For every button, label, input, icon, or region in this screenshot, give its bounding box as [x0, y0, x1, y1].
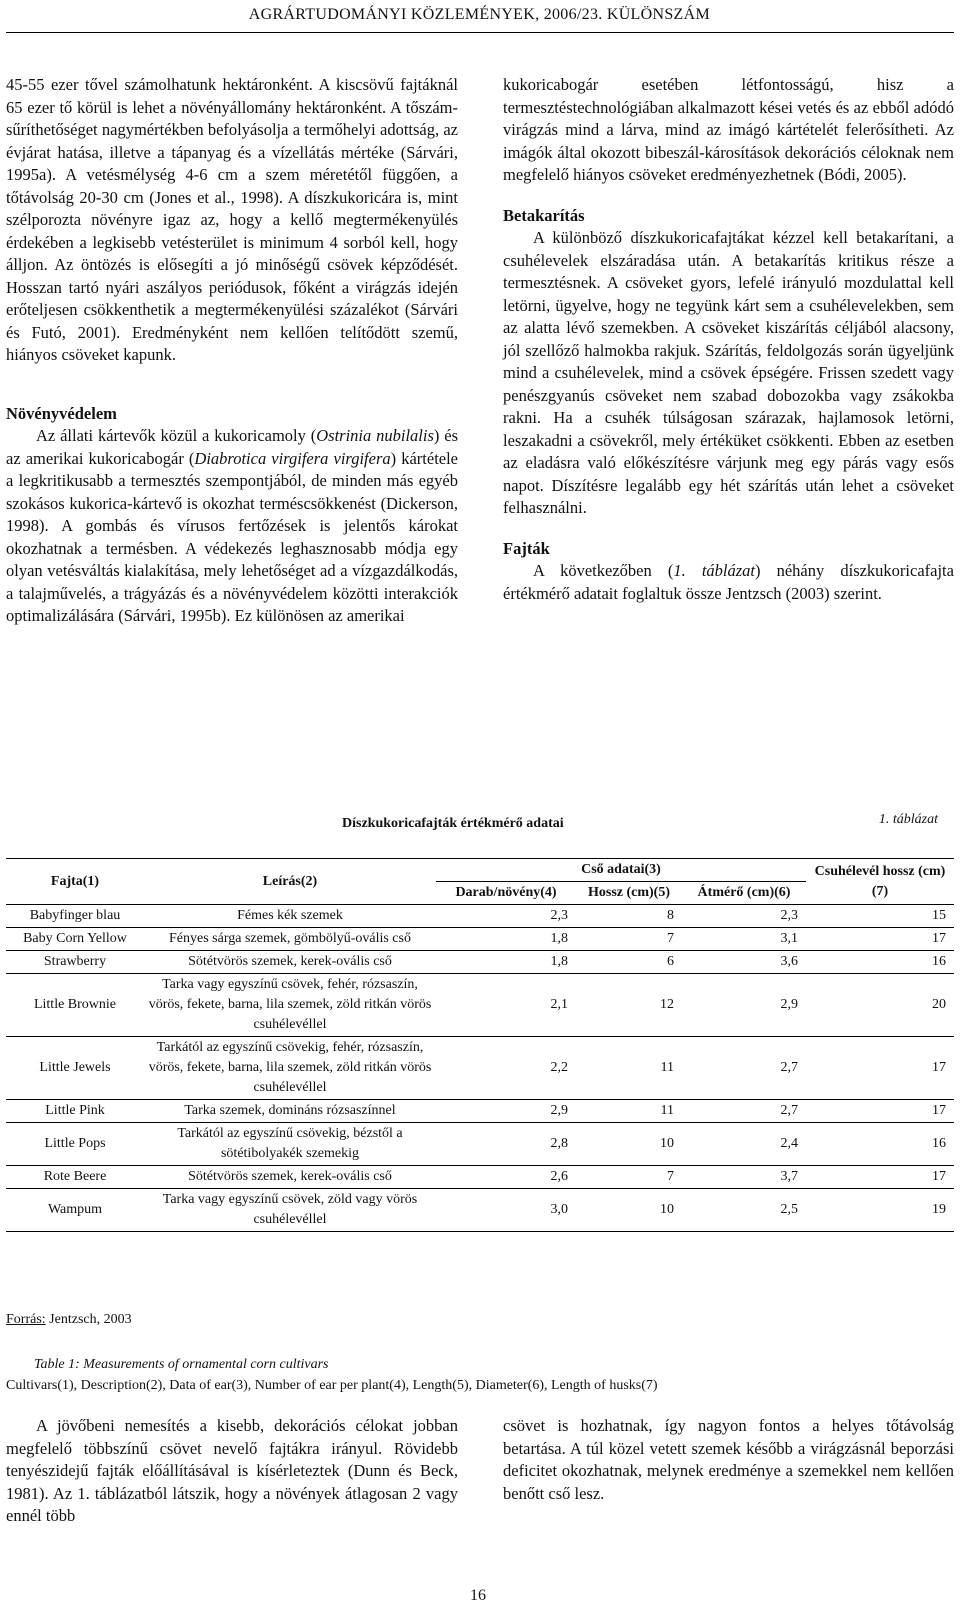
heading-varieties: Fajták — [503, 538, 550, 558]
td-length: 12 — [576, 974, 682, 1037]
td-diameter: 3,6 — [682, 951, 806, 974]
table-title: Díszkukoricafajták értékmérő adatai — [342, 816, 564, 831]
left-column — [6, 74, 458, 628]
td-husk: 17 — [806, 928, 954, 951]
table-row — [6, 1166, 954, 1189]
td-husk: 15 — [806, 905, 954, 928]
td-diameter: 3,7 — [682, 1166, 806, 1189]
td-ears: 2,1 — [436, 974, 576, 1037]
table-caption-english: Table 1: Measurements of ornamental corn cultivars — [34, 1357, 329, 1372]
source-label: Forrás: — [6, 1312, 46, 1327]
bottom-right-paragraph: csövet is hozhatnak, így nagyon fontos a helyes tőtávolság betartása. A túl közel vetett szemek később a virágzásnál beporzási deficitet okozhatnak, melynek eredménye a szemekkel nem kellően benőtt cső lesz. — [503, 1416, 954, 1503]
th-length: Hossz (cm)(5) — [576, 882, 682, 905]
td-diameter: 2,3 — [682, 905, 806, 928]
td-ears: 2,6 — [436, 1166, 576, 1189]
table-row — [6, 974, 954, 1037]
td-ears: 3,0 — [436, 1189, 576, 1232]
td-husk: 16 — [806, 951, 954, 974]
right-paragraph-1: kukoricabogár esetében létfontosságú, hisz a termesztéstechnológiában alkalmazott kései vetés és az ebből adódó virágzás mind a lárva, mind az imágó kártételét felerősítheti. Az imágók által okozott bibeszál-károsítások dekorációs céloknak nem megfelelő hiányos csöveket eredményezhetnek (Bódi, 2005). — [503, 75, 954, 184]
th-husk-length: Csuhélevél hossz (cm)(7) — [806, 859, 954, 905]
page-number: 16 — [470, 1587, 486, 1604]
bottom-left-column — [6, 1415, 458, 1528]
td-length: 8 — [576, 905, 682, 928]
td-length: 7 — [576, 1166, 682, 1189]
td-ears: 1,8 — [436, 928, 576, 951]
td-description: Tarka vagy egyszínű csövek, fehér, rózsaszín, vörös, fekete, barna, lila szemek, zöld ritkán vörös csuhélevéllel — [144, 974, 436, 1037]
td-description: Sötétvörös szemek, kerek-ovális cső — [144, 951, 436, 974]
table-body — [6, 905, 954, 1232]
th-description: Leírás(2) — [144, 859, 436, 905]
td-ears: 2,2 — [436, 1037, 576, 1100]
cultivars-table — [6, 858, 954, 1232]
pp-species-2: Diabrotica virgifera virgifera — [194, 448, 391, 468]
td-variety: Little Pink — [6, 1100, 144, 1123]
td-variety: Little Jewels — [6, 1037, 144, 1100]
td-diameter: 2,4 — [682, 1123, 806, 1166]
table-row — [6, 1100, 954, 1123]
table-row — [6, 928, 954, 951]
table-row — [6, 951, 954, 974]
plant-protection-paragraph — [6, 425, 458, 628]
table-source — [6, 1312, 132, 1328]
bottom-right-column — [503, 1415, 954, 1505]
td-ears: 1,8 — [436, 951, 576, 974]
table-row — [6, 905, 954, 928]
table-row — [6, 1189, 954, 1232]
td-length: 7 — [576, 928, 682, 951]
td-length: 10 — [576, 1189, 682, 1232]
heading-plant-protection: Növényvédelem — [6, 403, 117, 423]
td-variety: Baby Corn Yellow — [6, 928, 144, 951]
td-husk: 17 — [806, 1100, 954, 1123]
td-variety: Babyfinger blau — [6, 905, 144, 928]
td-description: Tarka vagy egyszínű csövek, zöld vagy vörös csuhélevéllel — [144, 1189, 436, 1232]
header-rule — [6, 32, 954, 33]
table-legend-english: Cultivars(1), Description(2), Data of ear(3), Number of ear per plant(4), Length(5), Diameter(6), Length of husks(7) — [6, 1378, 658, 1393]
heading-harvest: Betakarítás — [503, 205, 585, 225]
td-variety: Wampum — [6, 1189, 144, 1232]
pp-text-1: Az állati kártevők közül a kukoricamoly ( — [36, 426, 317, 445]
harvest-paragraph: A különböző díszkukoricafajtákat kézzel kell betakarítani, a csuhélevelek elszáradása után. A betakarítás kritikus része a termesztésnek. A csöveket gyors, lefelé irányuló mozdulattal kell letörni, ügyelve, hogy ne tegyünk kárt sem a csuhélevelekben, sem az alatta lévő szemekben. A csöveket kiszárítás céljából alacsony, jól szellőző halmokba rakjuk. Szárítás, feldolgozás során ügyeljünk mind a csuhélevelek, mind a csövek épségére. Frissen szedett vagy penészgyanús csöveket nem szabad dobozokba vagy zsákokba rakni. Ha a csuhék túlságosan szárazak, hajlamosok letörni, leszakadni a csövekről, mely értéküket csökkenti. Ebben az esetben az eladásra való előkészítésre várjunk meg egy párás vagy esős napot. Díszítésre legalább egy hét szárítás után lehet a csöveket felhasználni. — [503, 228, 954, 517]
varieties-paragraph — [503, 560, 954, 605]
td-husk: 20 — [806, 974, 954, 1037]
td-ears: 2,3 — [436, 905, 576, 928]
table-row — [6, 1037, 954, 1100]
varieties-text-2: ) néhány díszkukoricafajta értékmérő adatait foglaltuk össze Jentzsch (2003) szerint. — [503, 561, 954, 603]
bottom-left-paragraph: A jövőbeni nemesítés a kisebb, dekorációs célokat jobban megfelelő többszínű csövet nevelő fajtákra irányul. Rövidebb tenyészidejű fajták előállításával is kísérleteztek (Dunn és Beck, 1981). Az 1. táblázatból látszik, hogy a növények átlagosan 2 vagy ennél több — [6, 1416, 458, 1525]
td-length: 6 — [576, 951, 682, 974]
td-description: Tarkától az egyszínű csövekig, bézstől a sötétibolyakék szemekig — [144, 1123, 436, 1166]
th-ear-data: Cső adatai(3) — [436, 859, 806, 882]
td-length: 11 — [576, 1100, 682, 1123]
td-description: Tarka szemek, domináns rózsaszínnel — [144, 1100, 436, 1123]
pp-species-1: Ostrinia nubilalis — [316, 426, 434, 445]
th-variety: Fajta(1) — [6, 859, 144, 905]
td-husk: 19 — [806, 1189, 954, 1232]
td-description: Fémes kék szemek — [144, 905, 436, 928]
table-row — [6, 1123, 954, 1166]
td-description: Fényes sárga szemek, gömbölyű-ovális cső — [144, 928, 436, 951]
td-variety: Little Brownie — [6, 974, 144, 1037]
td-length: 11 — [576, 1037, 682, 1100]
td-diameter: 2,7 — [682, 1037, 806, 1100]
varieties-table-ref: 1. táblázat — [673, 561, 755, 580]
running-title: AGRÁRTUDOMÁNYI KÖZLEMÉNYEK, 2006/23. KÜLÖNSZÁM — [248, 6, 710, 23]
td-variety: Strawberry — [6, 951, 144, 974]
td-diameter: 3,1 — [682, 928, 806, 951]
td-diameter: 2,7 — [682, 1100, 806, 1123]
td-diameter: 2,9 — [682, 974, 806, 1037]
varieties-text-1: A következőben ( — [533, 561, 674, 580]
td-length: 10 — [576, 1123, 682, 1166]
td-ears: 2,8 — [436, 1123, 576, 1166]
td-husk: 17 — [806, 1166, 954, 1189]
td-description: Tarkától az egyszínű csövekig, fehér, rózsaszín, vörös, fekete, barna, lila szemek, zöld ritkán vörös csuhélevéllel — [144, 1037, 436, 1100]
td-variety: Little Pops — [6, 1123, 144, 1166]
pp-text-2: ) és az amerikai kukoricabogár ( — [6, 426, 458, 468]
pp-text-3: ) kártétele a legkritikusabb a termesztés szempontjából, de minden más egyéb szokásos kukorica-kártevő is okozhat terméscsökkenést (Dickerson, 1998). A gombás és vírusos fertőzések is jelentős károkat okozhatnak a termésben. A védekezés leghasznosabb módja egy olyan vetésváltás kialakítása, mely lehetőséget ad a vízgazdálkodás, a talajművelés, a trágyázás és a növényvédelem közötti interakciók optimalizálására (Sárvári, 1995b). Ez különösen az amerikai — [6, 448, 459, 625]
th-ears-per-plant: Darab/növény(4) — [436, 882, 576, 905]
source-value: Jentzsch, 2003 — [45, 1312, 132, 1327]
td-variety: Rote Beere — [6, 1166, 144, 1189]
td-description: Sötétvörös szemek, kerek-ovális cső — [144, 1166, 436, 1189]
table-number: 1. táblázat — [878, 812, 938, 827]
right-column — [503, 74, 954, 605]
left-paragraph-1: 45-55 ezer tővel számolhatunk hektáronként. A kiscsövű fajtáknál 65 ezer tő körül is lehet a növényállomány hektáronként. A tőszám-sűríthetőséget nagymértékben befolyásolja a termőhelyi adottság, az évjárat hatása, illetve a tápanyag és a vízellátás mértéke (Sárvári, 1995a). A vetésmélység 4-6 cm a szem méretétől függően, a tőtávolság 20-30 cm (Jones et al., 1998). A díszkukoricára is, mint szélporozta növényre igaz az, hogy a kellő megtermékenyülés érdekében a legkisebb vetésterület is minimum 4 sorból kell, hogy álljon. Az öntözés is elősegíti a jó minőségű csövek képződését. Hosszan tartó nyári aszályos periódusok, főként a virágzás idején erőteljesen csökkenthetik a megtermékenyülési százalékot (Sárvári és Futó, 2001). Eredményként nem kellően telítődött szemű, hiányos csöveket kapunk. — [6, 75, 458, 364]
td-ears: 2,9 — [436, 1100, 576, 1123]
td-husk: 17 — [806, 1037, 954, 1100]
td-husk: 16 — [806, 1123, 954, 1166]
td-diameter: 2,5 — [682, 1189, 806, 1232]
th-diameter: Átmérő (cm)(6) — [682, 882, 806, 905]
